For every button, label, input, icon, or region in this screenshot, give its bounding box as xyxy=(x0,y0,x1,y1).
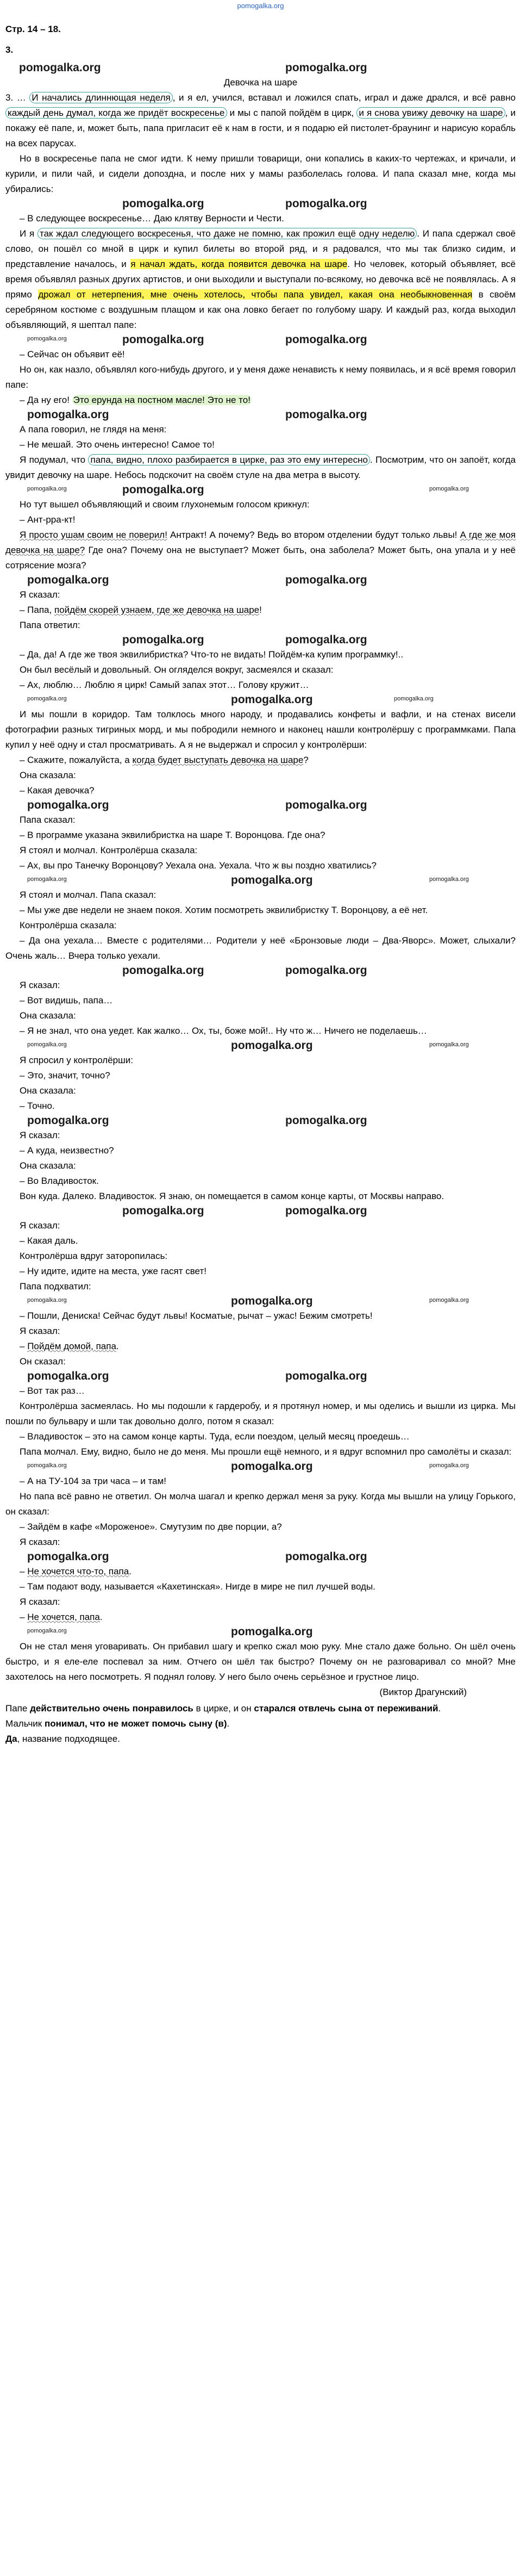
watermark: pomogalka.org xyxy=(285,964,367,977)
watermark: pomogalka.org xyxy=(285,634,367,646)
text-run: – Сейчас он объявит её! xyxy=(20,349,125,359)
watermark: pomogalka.org xyxy=(429,1297,469,1303)
text-run: – Владивосток – это на самом конце карты. Туда, если поездом, целый месяц проедешь… xyxy=(20,1431,410,1442)
watermark: pomogalka.org xyxy=(19,61,101,74)
watermark-row xyxy=(5,483,516,497)
task-number: 3. xyxy=(5,45,14,55)
story-paragraph xyxy=(5,1174,516,1189)
text-run: Я сказал: xyxy=(20,980,60,990)
text-run: – Ант-рра-кт! xyxy=(20,514,76,525)
watermark-row xyxy=(5,1204,516,1218)
watermark: pomogalka.org xyxy=(122,333,204,346)
highlight-outline: и я снова увижу девочку на шаре xyxy=(356,107,505,119)
wavy-underline: Пойдём домой, папа xyxy=(27,1341,116,1351)
story-paragraph xyxy=(5,362,516,393)
watermark: pomogalka.org xyxy=(429,876,469,883)
highlight-yellow: дрожал от нетерпения, мне очень хотелось, чтобы папа увидел, какая она необыкновенная xyxy=(38,289,473,300)
story-paragraph xyxy=(5,978,516,993)
text-run: – Какая даль. xyxy=(20,1236,78,1246)
story-paragraph xyxy=(5,393,516,408)
text-run: Я спросил у контролёрши: xyxy=(20,1055,133,1065)
watermark: pomogalka.org xyxy=(394,696,434,702)
story-paragraph xyxy=(5,1053,516,1068)
watermark: pomogalka.org xyxy=(231,874,313,886)
highlight-yellow: я начал ждать, когда появится девочка на шаре xyxy=(130,259,348,269)
story-paragraph xyxy=(5,1143,516,1158)
text-run: Контролёрша засмеялась. Но мы подошли к гардеробу, и я протянул номер, и мы оделись и вышли из цирка. Мы пошли по бульвару и шли так довольно долго, потом я сказал: xyxy=(5,1401,516,1426)
wavy-underline: Не хочется что-то, папа xyxy=(27,1566,129,1576)
story-paragraph xyxy=(5,1354,516,1369)
text-run: – Там подают воду, называется «Кахетинская». Нигде в мире не пил лучшей воды. xyxy=(20,1581,375,1592)
story-paragraph xyxy=(5,1158,516,1174)
text-run: Я сказал: xyxy=(20,1326,60,1336)
text-run: Вон куда. Далеко. Владивосток. Я знаю, он помещается в самом конце карты, от Москвы направо. xyxy=(20,1191,444,1201)
text-run: Где она? Почему она не выступает? Может быть, она заболела? Может быть, она упала и у неё сотрясение мозга? xyxy=(5,545,516,570)
watermark: pomogalka.org xyxy=(231,1295,313,1307)
watermark: pomogalka.org xyxy=(27,1114,109,1127)
watermark-row xyxy=(5,873,516,887)
highlight-outline: папа, видно, плохо разбирается в цирке, раз это ему интересно xyxy=(88,454,369,465)
answer-line xyxy=(5,1701,516,1716)
story-paragraph xyxy=(5,1083,516,1098)
text-run: – Ах, люблю… Люблю я цирк! Самый запах этот… Голову кружит… xyxy=(20,680,309,690)
text-run: Контролёрша вдруг заторопилась: xyxy=(20,1251,168,1261)
text-run: – Вот так раз… xyxy=(20,1386,85,1396)
story-paragraph xyxy=(5,933,516,964)
text-run: Я сказал: xyxy=(20,1220,60,1231)
text-run: – Папа, xyxy=(20,605,54,615)
story-paragraph xyxy=(5,828,516,843)
watermark: pomogalka.org xyxy=(285,1205,367,1217)
watermark: pomogalka.org xyxy=(27,574,109,586)
story-paragraph xyxy=(5,1218,516,1233)
story-paragraph xyxy=(5,843,516,858)
answer-line xyxy=(5,1731,516,1747)
text-run: – Я не знал, что она уедет. Как жалко… Ох, ты, боже мой!.. Ну что ж… Ничего не поделаешь… xyxy=(20,1026,427,1036)
watermark: pomogalka.org xyxy=(27,336,67,342)
story-paragraph xyxy=(5,1264,516,1279)
text-run: Он сказал: xyxy=(20,1356,66,1367)
story-paragraph xyxy=(5,1339,516,1354)
text-run: Папе xyxy=(5,1703,30,1714)
watermark: pomogalka.org xyxy=(122,483,204,496)
text-run: . И папа сдержал своё слово, он пошёл со мной в цирк и купил билеты во второй ряд, и я радовался, что мы так близко сидим, и представление началось, и xyxy=(5,228,516,269)
watermark: pomogalka.org xyxy=(285,1370,367,1382)
answer-line xyxy=(5,1716,516,1731)
story-paragraph xyxy=(5,858,516,873)
watermark-row xyxy=(5,1039,516,1053)
watermark: pomogalka.org xyxy=(285,1550,367,1563)
story-title: Девочка на шаре xyxy=(223,77,298,88)
story-paragraph xyxy=(5,1008,516,1023)
author: (Виктор Драгунский) xyxy=(379,1687,467,1697)
text-run: Контролёрша сказала: xyxy=(20,920,117,930)
story-paragraph xyxy=(5,618,516,633)
story-paragraph xyxy=(5,887,516,903)
story-paragraph xyxy=(5,1594,516,1610)
watermark: pomogalka.org xyxy=(429,486,469,492)
story-paragraph xyxy=(5,1068,516,1083)
story-paragraph xyxy=(5,647,516,662)
text-run: – Пошли, Дениска! Сейчас будут львы! Косматые, рычат – ужас! Бежим смотреть! xyxy=(20,1311,373,1321)
watermark-row xyxy=(5,333,516,347)
text-run: Но он, как назло, объявлял кого-нибудь другого, и у меня даже ненависть к нему появилась, и я всё время говорил папе: xyxy=(5,364,516,390)
watermark-row xyxy=(5,408,516,422)
watermark: pomogalka.org xyxy=(231,1460,313,1473)
text-run: Я стоял и молчал. Контролёрша сказала: xyxy=(20,845,198,855)
watermark: pomogalka.org xyxy=(231,1039,313,1052)
story-paragraph xyxy=(5,1249,516,1264)
story-paragraph xyxy=(5,1128,516,1143)
watermark: pomogalka.org xyxy=(231,1625,313,1638)
text-run: . xyxy=(438,1703,441,1714)
watermark: pomogalka.org xyxy=(27,876,67,883)
text-run: Я сказал: xyxy=(20,589,60,600)
watermark: pomogalka.org xyxy=(231,693,313,706)
story-paragraph xyxy=(5,151,516,197)
wavy-underline: А где же моя девочка на шаре? xyxy=(5,530,516,555)
text-run: Папа молчал. Ему, видно, было не до меня. Мы прошли ещё немного, и я вдруг вспомнил про самолёты и сказал: xyxy=(20,1447,512,1457)
story-paragraph xyxy=(5,678,516,693)
story-paragraph xyxy=(5,1023,516,1039)
text-run: – А на ТУ-104 за три часа – и там! xyxy=(20,1476,167,1486)
text-run: – xyxy=(20,1612,28,1622)
text-run: Он был весёлый и довольный. Он огляделся вокруг, засмеялся и сказал: xyxy=(20,665,334,675)
story-paragraph xyxy=(5,1639,516,1685)
story-paragraph xyxy=(5,753,516,768)
text-run: – Ну идите, идите на места, уже гасят свет! xyxy=(20,1266,206,1276)
text-run: ! xyxy=(259,605,262,615)
story-paragraph xyxy=(5,1564,516,1579)
text-run: – Мы уже две недели не знаем покоя. Хотим посмотреть эквилибристку Т. Воронцову, а её нет. xyxy=(20,905,428,915)
story-paragraph xyxy=(5,707,516,753)
text-run: Мальчик xyxy=(5,1718,45,1729)
text-run: – А куда, неизвестно? xyxy=(20,1145,114,1156)
watermark: pomogalka.org xyxy=(285,61,367,74)
text-run: – Да, да! А где же твоя эквилибристка? Что-то не видать! Пойдём-ка купим программку!.. xyxy=(20,649,404,660)
text-run: – Скажите, пожалуйста, а xyxy=(20,755,133,765)
story-paragraph xyxy=(5,527,516,573)
watermark-row xyxy=(5,61,516,75)
story-paragraph xyxy=(5,1429,516,1444)
story-paragraph xyxy=(5,1399,516,1429)
answer-bold: понимал, что не может помочь сыну (в) xyxy=(44,1718,227,1729)
wavy-underline: Не хочется, папа xyxy=(27,1612,100,1622)
watermark-row xyxy=(5,1460,516,1474)
watermark-row xyxy=(5,798,516,812)
text-run: Антракт! А почему? Ведь во втором отделении будут только львы! xyxy=(167,530,460,540)
watermark: pomogalka.org xyxy=(27,486,67,492)
text-run: – Во Владивосток. xyxy=(20,1176,99,1186)
story-paragraph xyxy=(5,347,516,362)
story-paragraph xyxy=(5,587,516,603)
story-text xyxy=(5,90,516,1685)
story-paragraph xyxy=(5,497,516,512)
watermark: pomogalka.org xyxy=(122,1205,204,1217)
text-run: Я сказал: xyxy=(20,1130,60,1140)
wavy-underline: пойдём скорей узнаем, где же девочка на шаре xyxy=(54,605,260,615)
story-paragraph xyxy=(5,1444,516,1460)
story-paragraph xyxy=(5,1308,516,1324)
text-run: – Это, значит, точно? xyxy=(20,1070,110,1081)
story-paragraph xyxy=(5,812,516,828)
text-run: . xyxy=(129,1566,131,1576)
watermark: pomogalka.org xyxy=(285,197,367,210)
text-run: в цирке, и он xyxy=(193,1703,254,1714)
watermark: pomogalka.org xyxy=(27,1550,109,1563)
text-run: . xyxy=(116,1341,119,1351)
highlight-green: Это ерунда на постном масле! Это не то! xyxy=(73,395,250,405)
text-run: – Не мешай. Это очень интересно! Самое то! xyxy=(20,439,215,450)
watermark: pomogalka.org xyxy=(285,799,367,811)
watermark-row xyxy=(5,693,516,707)
text-run: А папа говорил, не глядя на меня: xyxy=(20,424,167,434)
story-paragraph xyxy=(5,1579,516,1594)
text-run: , и покажу её папе, и, может быть, папа пригласит её к нам в гости, и я подарю ей пистолет-браунинг и нарисую корабль на всех парусах. xyxy=(5,108,516,148)
text-run: . xyxy=(227,1718,230,1729)
text-run: – xyxy=(20,1341,28,1351)
text-run: , и я ел, учился, вставал и ложился спать, играл и даже дрался, и всё равно xyxy=(172,92,516,103)
watermark: pomogalka.org xyxy=(27,1041,67,1048)
text-run: 3. … xyxy=(5,92,30,103)
text-run: Она сказала: xyxy=(20,1160,76,1171)
watermark-row xyxy=(5,633,516,647)
answer-bold: действительно очень понравилось xyxy=(30,1703,193,1714)
story-paragraph xyxy=(5,1233,516,1249)
watermark-row xyxy=(5,573,516,587)
story-paragraph xyxy=(5,437,516,452)
text-run: Папа ответил: xyxy=(20,620,80,630)
watermark-row xyxy=(5,1114,516,1128)
text-run: . Но человек, который объявляет, всё время объявлял разных других артистов, и они выходили и выступали по-всякому, но девочка всё не появлялась. А я прямо xyxy=(5,259,516,300)
story-paragraph xyxy=(5,768,516,783)
story-paragraph xyxy=(5,1189,516,1204)
wavy-underline: Я просто ушам своим не поверил! xyxy=(20,530,167,540)
text-run: – В следующее воскресенье… Даю клятву Верности и Чести. xyxy=(20,213,284,224)
text-run: . xyxy=(99,1612,103,1622)
text-run: Я сказал: xyxy=(20,1537,60,1547)
story-paragraph xyxy=(5,783,516,798)
watermark: pomogalka.org xyxy=(27,408,109,421)
text-run: Но папа всё равно не ответил. Он молча шагал и крепко держал меня за руку. Когда мы вышли на улицу Горького, он сказал: xyxy=(5,1491,516,1517)
story-paragraph xyxy=(5,90,516,151)
watermark-row xyxy=(5,197,516,211)
answer-bold: старался отвлечь сына от переживаний xyxy=(254,1703,438,1714)
text-run: в своём серебряном костюме с воздушным плащом и как она ловко бегает по голубому шару. И каждый раз, когда выходил объявляющий, я шептал папе: xyxy=(5,289,516,330)
watermark: pomogalka.org xyxy=(122,634,204,646)
story-paragraph xyxy=(5,1519,516,1535)
story-paragraph xyxy=(5,226,516,333)
text-run: Я подумал, что xyxy=(20,455,89,465)
text-run: – Да она уехала… Вместе с родителями… Родители у неё «Бронзовые люди – Два-Яворс». Может, слыхали? Очень жаль… Вчера только уехали. xyxy=(5,935,516,961)
highlight-outline: так ждал следующего воскресенья, что даже не помню, как прожил ещё одну неделю xyxy=(37,228,417,239)
watermark: pomogalka.org xyxy=(27,1462,67,1469)
watermark: pomogalka.org xyxy=(429,1041,469,1048)
text-run: Она сказала: xyxy=(20,1010,76,1021)
text-run: Он не стал меня уговаривать. Он прибавил шагу и крепко сжал мою руку. Мне стало даже больно. Он шёл очень быстро, и я еле-еле поспевал за ним. Отчего он шёл так быстро? Почему он не разговаривал со мной? Мне захотелось на него посмотреть. Я поднял голову. У него было очень серьёзное и грустное лицо. xyxy=(5,1641,516,1682)
text-run: – xyxy=(20,1566,28,1576)
highlight-outline: каждый день думал, когда же придёт воскресенье xyxy=(5,107,227,119)
watermark-row xyxy=(5,1550,516,1564)
text-run: – Ах, вы про Танечку Воронцову? Уехала она. Уехала. Что ж вы поздно хватились? xyxy=(20,860,377,871)
watermark: pomogalka.org xyxy=(27,1370,109,1382)
watermark: pomogalka.org xyxy=(285,408,367,421)
watermark: pomogalka.org xyxy=(285,333,367,346)
text-run: Папа сказал: xyxy=(20,815,76,825)
text-run: Но тут вышел объявляющий и своим глухонемым голосом крикнул: xyxy=(20,499,310,510)
text-run: – В программе указана эквилибристка на шаре Т. Воронцова. Где она? xyxy=(20,830,325,840)
text-run: и мы с папой пойдём в цирк, xyxy=(227,108,357,118)
watermark-row xyxy=(5,1625,516,1639)
story-paragraph xyxy=(5,1489,516,1519)
text-run: Она сказала: xyxy=(20,770,76,780)
story-paragraph xyxy=(5,1279,516,1294)
text-run: Папа подхватил: xyxy=(20,1281,91,1292)
text-run: – Да ну его! xyxy=(20,395,72,405)
text-run: – Какая девочка? xyxy=(20,785,95,796)
text-run: Я стоял и молчал. Папа сказал: xyxy=(20,890,156,900)
text-run: И я xyxy=(20,228,37,239)
text-run: Она сказала: xyxy=(20,1085,76,1096)
answer-bold: Да xyxy=(5,1734,17,1744)
story-paragraph xyxy=(5,452,516,483)
page-reference: Стр. 14 – 18. xyxy=(5,24,61,34)
watermark: pomogalka.org xyxy=(27,696,67,702)
story-paragraph xyxy=(5,512,516,527)
watermark: pomogalka.org xyxy=(285,1114,367,1127)
watermark: pomogalka.org xyxy=(285,574,367,586)
text-run: Я сказал: xyxy=(20,1597,60,1607)
watermark: pomogalka.org xyxy=(122,197,204,210)
highlight-outline: И начались длиннющая неделя xyxy=(29,92,172,103)
story-paragraph xyxy=(5,1383,516,1399)
story-paragraph xyxy=(5,918,516,933)
story-paragraph xyxy=(5,1535,516,1550)
watermark: pomogalka.org xyxy=(27,799,109,811)
story-paragraph xyxy=(5,903,516,918)
text-run: – Зайдём в кафе «Мороженое». Смутузим по две порции, а? xyxy=(20,1522,282,1532)
story-paragraph xyxy=(5,1610,516,1625)
watermark-row xyxy=(5,1294,516,1308)
text-run: Но в воскресенье папа не смог идти. К нему пришли товарищи, они копались в каких-то чертежах, и кричали, и курили, и пили чай, и сидели допоздна, и после них у мамы разболелась голова. И папа сказал мне, когда мы убирались: xyxy=(5,153,516,194)
story-paragraph xyxy=(5,662,516,678)
story-paragraph xyxy=(5,1474,516,1489)
watermark: pomogalka.org xyxy=(122,964,204,977)
text-run: , название подходящее. xyxy=(17,1734,120,1744)
watermark-row xyxy=(5,1369,516,1383)
wavy-underline: когда будет выступать девочка на шаре xyxy=(132,755,304,765)
watermark-row xyxy=(5,964,516,978)
story-paragraph xyxy=(5,211,516,226)
text-run: – Вот видишь, папа… xyxy=(20,995,113,1005)
answer-block xyxy=(5,1701,516,1747)
story-paragraph xyxy=(5,422,516,437)
story-paragraph xyxy=(5,603,516,618)
story-paragraph xyxy=(5,993,516,1008)
watermark: pomogalka.org xyxy=(27,1628,67,1634)
site-url[interactable]: pomogalka.org xyxy=(237,2,284,10)
story-paragraph xyxy=(5,1098,516,1114)
watermark: pomogalka.org xyxy=(27,1297,67,1303)
text-run: . Посмотрим, что он запоёт, когда увидит девочку на шаре. Небось подскочит на своём стуле на два метра в высоту. xyxy=(5,455,516,480)
watermark: pomogalka.org xyxy=(429,1462,469,1469)
story-paragraph xyxy=(5,1324,516,1339)
text-run: И мы пошли в коридор. Там толклось много народу, и продавались конфеты и вафли, и на стенах висели фотографии разных тигриных морд, и мы побродили немного и наконец нашли контролёршу с программками. Папа купил у неё одну и стал просматривать. А я не выдержал и спросил у контролёрши: xyxy=(5,709,516,750)
text-run: ? xyxy=(303,755,309,765)
text-run: – Точно. xyxy=(20,1101,55,1111)
